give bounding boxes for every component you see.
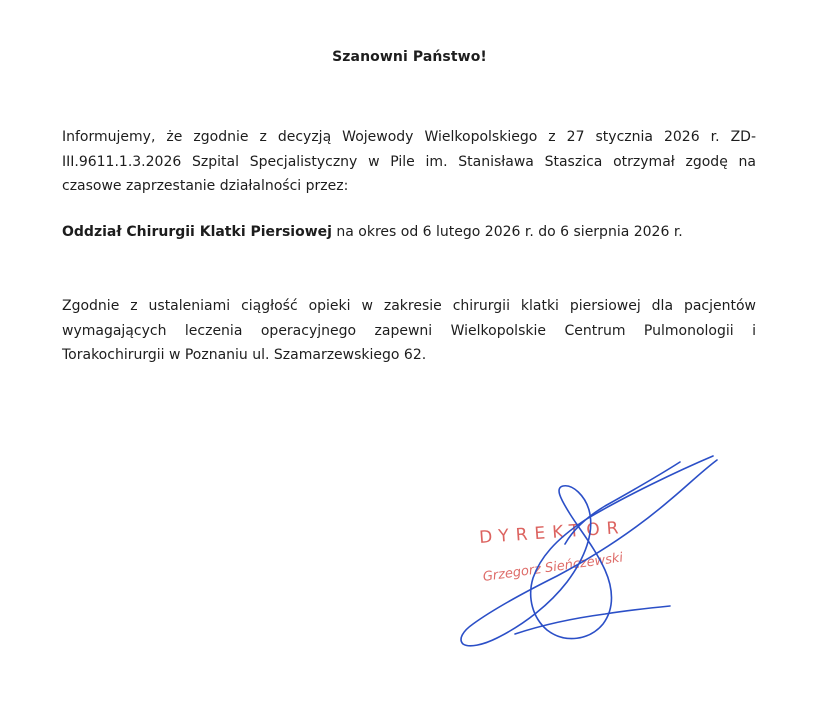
paragraph-decision: Informujemy, że zgodnie z decyzją Wojewody Wielkopolskiego z 27 stycznia 2026 r. ZD-III.9611.1.3.2026 Szpital Specjalistyczny w Pile im. Stanisława Staszica otrzymał zgodę na czasowe zaprzestanie działalności przez: <box>62 129 756 194</box>
handwritten-signature <box>455 448 725 658</box>
paragraph-department <box>62 222 762 242</box>
stamp-name: Grzegorz Sieńczewski <box>481 550 624 585</box>
salutation-heading: Szanowni Państwo! <box>332 49 487 65</box>
department-name: Oddział Chirurgii Klatki Piersiowej <box>62 224 332 240</box>
stamp-title: DYREKTOR <box>478 517 627 548</box>
department-period: na okres od 6 lutego 2026 r. do 6 sierpnia 2026 r. <box>331 224 683 240</box>
paragraph-continuity-of-care: Zgodnie z ustaleniami ciągłość opieki w zakresie chirurgii klatki piersiowej dla pacjentów wymagających leczenia operacyjnego zapewni Wielkopolskie Centrum Pulmonologii i Torakochirurgii w Poznaniu ul. Szamarzewskiego 62. <box>62 298 756 363</box>
